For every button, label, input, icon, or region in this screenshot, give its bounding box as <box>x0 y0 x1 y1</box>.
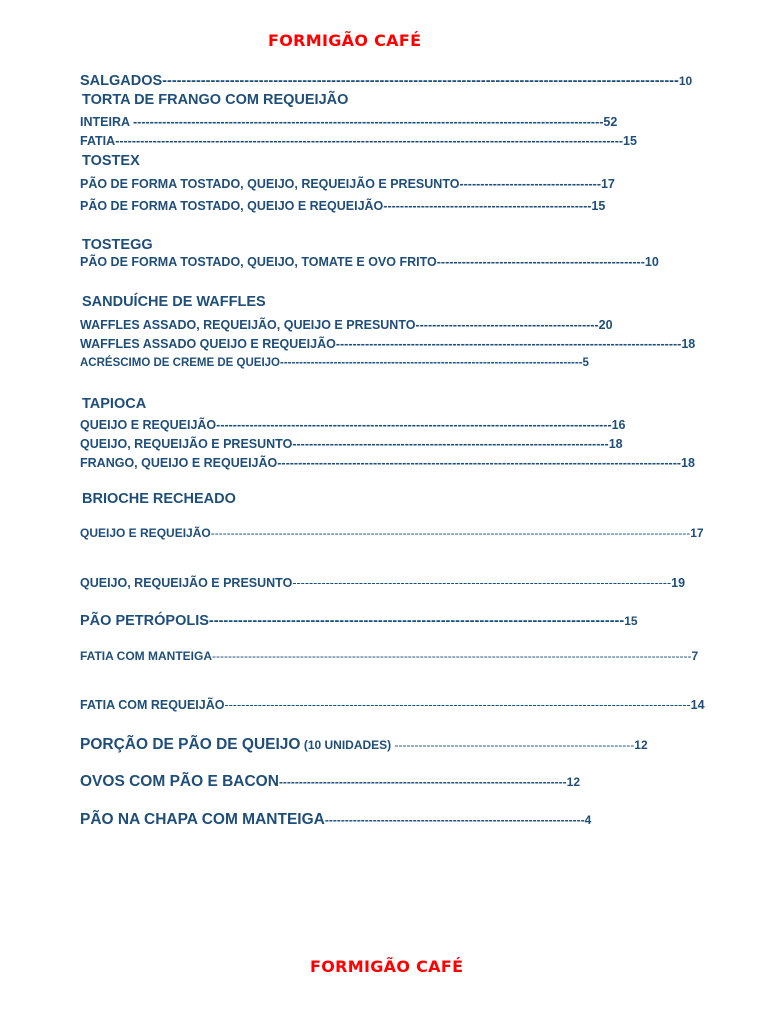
menu-line-porcao <box>80 736 688 755</box>
item-label: QUEIJO E REQUEIJÃO <box>80 526 211 540</box>
dot-leader: ------------------------------------------------------------------------------------------------------------------------ <box>210 526 691 540</box>
menu-line <box>80 576 700 591</box>
item-price: 17 <box>690 526 704 540</box>
item-label: SALGADOS <box>80 73 163 89</box>
dot-leader: -------------------------------------------------------------------------------------------------------------------------- <box>115 134 624 148</box>
dot-leader: ------------------------------------------------------------------------------------------- <box>292 576 672 590</box>
dot-leader: -------------------------------------------------------------------------------------- <box>208 613 625 629</box>
item-price: 19 <box>671 576 686 590</box>
item-label: FATIA COM MANTEIGA <box>80 649 212 663</box>
item-sublabel: (10 UNIDADES) <box>300 738 395 752</box>
item-price: 12 <box>634 738 648 752</box>
item-price: 15 <box>623 134 637 148</box>
item-price: 18 <box>681 337 696 351</box>
item-label: WAFFLES ASSADO QUEIJO E REQUEIJÃO <box>80 337 336 351</box>
menu-line-wrapped <box>80 648 705 664</box>
dot-leader: ------------------------------------------------------------ <box>394 738 635 752</box>
menu-line-wrapped <box>80 525 705 541</box>
item-price: 15 <box>624 614 638 628</box>
item-label: ACRÉSCIMO DE CREME DE QUEIJO <box>80 357 280 369</box>
section-heading: BRIOCHE RECHEADO <box>82 491 236 507</box>
item-price: 18 <box>681 456 695 470</box>
item-label: PORÇÃO DE PÃO DE QUEIJO <box>80 736 301 753</box>
dot-leader: -------------------------------------------- <box>415 318 599 332</box>
item-label: PÃO DE FORMA TOSTADO, QUEIJO, REQUEIJÃO E PRESUNTO <box>80 177 460 191</box>
item-label: PÃO PETRÓPOLIS <box>80 613 209 629</box>
item-price: 10 <box>644 255 659 269</box>
section-heading: TORTA DE FRANGO COM REQUEIJÃO <box>82 92 349 108</box>
item-price: 52 <box>603 115 618 129</box>
item-price: 14 <box>690 698 705 712</box>
dot-leader: ---------------------------------- <box>459 177 601 191</box>
item-price: 4 <box>584 813 592 827</box>
section-heading: TAPIOCA <box>82 396 147 412</box>
menu-line <box>80 318 686 333</box>
item-label: WAFFLES ASSADO, REQUEIJÃO, QUEIJO E PRESUNTO <box>80 318 416 332</box>
menu-line <box>80 134 714 149</box>
dot-leader: ---------------------------------------------------------------------------- <box>292 437 609 451</box>
dot-leader: ------------------------------------------------------------------------------------------------------------------------ <box>212 649 692 663</box>
item-label: FRANGO, QUEIJO E REQUEIJÃO <box>80 456 278 470</box>
dot-leader: ---------------------------------------------------------------------------------------------------------------- <box>224 698 691 712</box>
item-label: PÃO NA CHAPA COM MANTEIGA <box>80 811 325 828</box>
menu-line-petropolis <box>80 613 684 630</box>
item-price: 17 <box>600 177 615 191</box>
menu-line-salgados <box>80 73 693 90</box>
menu-line-ovos <box>80 773 678 792</box>
dot-leader: -------------------------------------------------- <box>436 255 645 269</box>
footer-title: FORMIGÃO CAFÉ <box>310 957 464 976</box>
dot-leader: ------------------------------------------------------------------------------------------------- <box>277 456 682 470</box>
item-label: FATIA COM REQUEIJÃO <box>80 698 225 712</box>
item-price: 20 <box>598 318 613 332</box>
item-label: QUEIJO, REQUEIJÃO E PRESUNTO <box>80 576 293 590</box>
menu-line <box>80 115 714 130</box>
item-price: 15 <box>591 199 606 213</box>
menu-line <box>80 255 682 270</box>
section-heading: TOSTEGG <box>82 237 153 253</box>
page-title: FORMIGÃO CAFÉ <box>268 31 422 50</box>
item-price: 5 <box>582 357 589 369</box>
item-label: PÃO DE FORMA TOSTADO, QUEIJO E REQUEIJÃO <box>80 199 384 213</box>
item-price: 10 <box>678 74 693 88</box>
dot-leader: ----------------------------------------------------------------------------------------------------------------- <box>133 115 604 129</box>
item-label: INTEIRA <box>80 115 134 129</box>
dot-leader: ----------------------------------------------------------------- <box>324 813 585 827</box>
menu-line <box>80 337 698 352</box>
dot-leader: -------------------------------------------------- <box>383 199 592 213</box>
item-label: QUEIJO E REQUEIJÃO <box>80 418 217 432</box>
item-price: 7 <box>691 649 699 663</box>
menu-line <box>80 698 708 713</box>
menu-line <box>80 437 698 452</box>
item-label: OVOS COM PÃO E BACON <box>80 773 279 790</box>
section-heading: SANDUÍCHE DE WAFFLES <box>82 294 266 310</box>
menu-line <box>80 177 680 192</box>
dot-leader: ------------------------------------------------------------------------------- <box>280 357 583 369</box>
item-price: 12 <box>566 775 581 789</box>
dot-leader: ----------------------------------------------------------------------------------------------------------- <box>162 73 679 89</box>
menu-line-chapa <box>80 811 688 830</box>
menu-line <box>80 456 702 471</box>
dot-leader: ----------------------------------------------------------------------------------------------- <box>216 418 612 432</box>
menu-line <box>80 199 688 214</box>
menu-line <box>80 418 706 433</box>
item-price: 18 <box>608 437 623 451</box>
section-heading: TOSTEX <box>82 153 140 169</box>
item-label: PÃO DE FORMA TOSTADO, QUEIJO, TOMATE E OVO FRITO <box>80 255 437 269</box>
item-label: FATIA <box>80 134 116 148</box>
dot-leader: ----------------------------------------------------------------------------------- <box>335 337 682 351</box>
menu-line <box>80 357 676 371</box>
item-price: 16 <box>611 418 626 432</box>
dot-leader: ------------------------------------------------------------------------ <box>278 775 567 789</box>
item-label: QUEIJO, REQUEIJÃO E PRESUNTO <box>80 437 293 451</box>
